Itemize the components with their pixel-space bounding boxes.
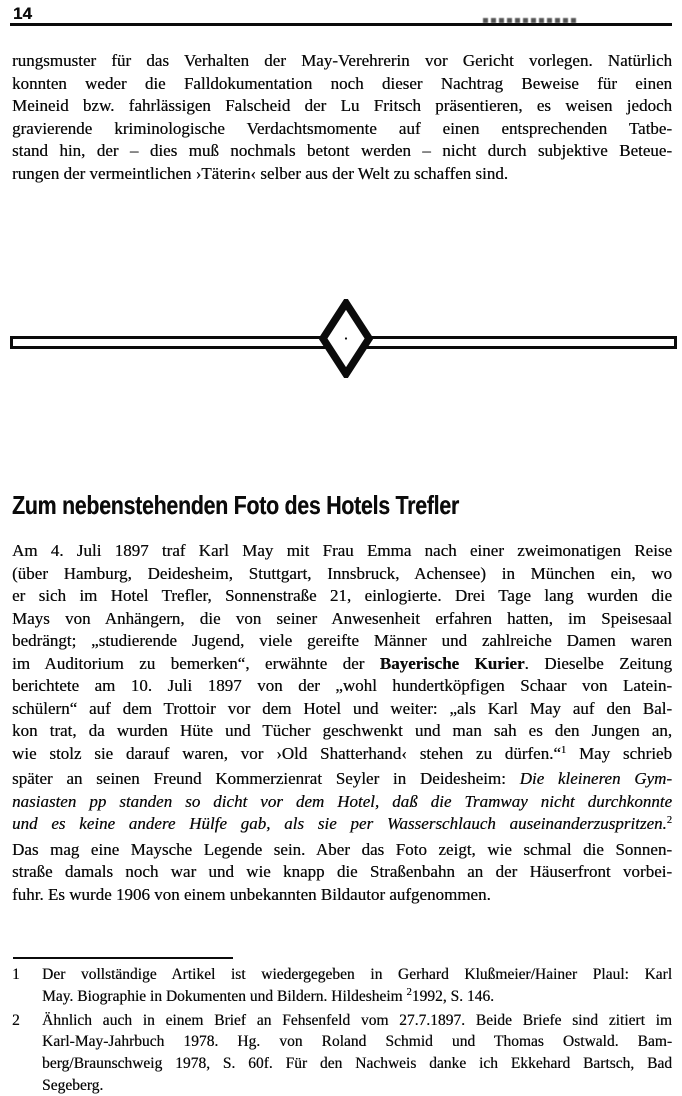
text-segment: berichtete am 10. Juli 1897 von der „wohl hundertköpfigen Schaar von Latein-: [12, 676, 672, 695]
text-segment: Das mag eine Maysche Legende sein. Aber das Foto zeigt, wie schmal die Sonnen-: [12, 839, 672, 859]
text-segment: bedrängt; „studierende Jugend, viele gereifte Männer und zahlreiche Damen waren: [12, 631, 672, 650]
text-segment: wie stolz sie darauf waren, vor ›Old Shatterhand‹ stehen zu dürfen.“: [12, 743, 561, 763]
text-line: [42, 1053, 672, 1075]
text-line: [12, 163, 672, 186]
footnote-reference: 2: [406, 986, 412, 998]
text-line: [12, 884, 672, 907]
text-line: [12, 861, 672, 884]
text-segment: im Auditorium zu bemerken“, erwähnte der: [12, 653, 380, 673]
text-segment: straße damals noch war und wie knapp die Straßenbahn an der Häuserfront vorbei-: [12, 862, 672, 881]
text-line: [42, 964, 672, 986]
text-segment: fuhr. Es wurde 1906 von einem unbekannten Bildautor aufgenommen.: [12, 884, 491, 904]
text-segment: Karl-May-Jahrbuch 1978. Hg. von Roland Schmid und Thomas Ostwald. Bam-: [42, 1033, 672, 1051]
footnote-text: [42, 1010, 672, 1096]
text-segment: kon trat, da wurden Hüte und Tücher geschwenkt und man sah es den Jungen an,: [12, 721, 672, 740]
text-segment: nasiasten pp standen so dicht vor dem Hotel, daß die Tramway nicht durchkonnte: [12, 791, 672, 811]
text-segment: berg/Braunschweig 1978, S. 60f. Für den Nachweis danke ich Ekkehard Bartsch, Bad: [42, 1055, 672, 1073]
text-line: [42, 986, 672, 1010]
section-heading: Zum nebenstehenden Foto des Hotels Trefler: [12, 490, 459, 520]
text-line: [12, 791, 672, 814]
text-line: [42, 1075, 672, 1096]
text-segment: konnten weder die Falldokumentation noch dieser Nachtrag Beweise für einen: [12, 73, 672, 93]
footnote-item: [12, 1010, 672, 1096]
footnote-marker: 1: [12, 966, 20, 983]
text-segment: später an seinen Freund Kommerzienrat Seyler in Deidesheim:: [12, 769, 520, 788]
text-line: [12, 743, 672, 769]
text-line: [12, 118, 672, 141]
page-number: 14: [13, 4, 32, 23]
text-segment: Ähnlich auch in einem Brief an Fehsenfeld vom 27.7.1897. Beide Briefe sind zitiert im: [42, 1011, 672, 1029]
paragraph-continuation: [12, 50, 672, 185]
footnote-item: [12, 964, 672, 1010]
footnote-text: [42, 964, 672, 1010]
text-line: [12, 768, 672, 791]
text-line: [12, 839, 672, 862]
text-line: [12, 698, 672, 721]
text-segment: und es keine andere Hülfe gab, als sie per Wasserschlauch auseinanderzuspritzen.: [12, 814, 667, 833]
text-line: [12, 653, 672, 676]
text-segment: Bayerische Kurier: [379, 653, 525, 673]
text-segment: Der vollständige Artikel ist wiedergegeben in Gerhard Klußmeier/Hainer Plaul: Karl: [42, 966, 672, 983]
footnote-separator-rule: [13, 957, 233, 959]
text-line: [12, 563, 672, 586]
footnotes-section: [12, 964, 672, 1096]
text-segment: schülern“ auf dem Trottoir vor dem Hotel und weiter: „als Karl May auf den Bal-: [12, 698, 672, 718]
text-segment: Mays von Anhängern, die von seiner Anwesenheit erfahren hatten, im Speisesaal: [12, 608, 672, 628]
text-line: [12, 585, 672, 608]
text-line: [12, 675, 672, 698]
text-line: [12, 630, 672, 653]
text-segment: (über Hamburg, Deidesheim, Stuttgart, Innsbruck, Achensee) in München ein, wo: [12, 563, 672, 583]
text-segment: 1992, S. 146.: [411, 987, 494, 1005]
text-segment: er sich im Hotel Trefler, Sonnenstraße 21, einlogierte. Drei Tage lang wurden die: [12, 586, 672, 605]
footnote-reference: 2: [666, 815, 672, 826]
text-segment: gravierende kriminologische Verdachtsmomente auf einen entsprechenden Tatbe-: [12, 118, 672, 138]
text-segment: Die kleineren Gym-: [519, 769, 672, 788]
text-segment: rungsmuster für das Verhalten der May-Verehrerin vor Gericht vorlegen. Natürlich: [12, 51, 672, 70]
text-line: [12, 73, 672, 96]
text-segment: May schrieb: [566, 743, 672, 763]
text-line: [12, 813, 672, 839]
section-paragraph: [12, 540, 672, 906]
text-line: [12, 540, 672, 563]
text-line: [42, 1010, 672, 1032]
text-segment: stand hin, der – dies muß nochmals betont werden – nicht durch subjektive Beteue-: [12, 141, 672, 160]
text-line: [12, 720, 672, 743]
text-segment: . Dieselbe Zeitung: [524, 653, 672, 673]
text-segment: rungen der vermeintlichen ›Täterin‹ selber aus der Welt zu schaffen sind.: [12, 163, 509, 183]
text-segment: Segeberg.: [42, 1076, 104, 1094]
footnote-reference: 1: [560, 744, 567, 756]
text-line: [12, 50, 672, 73]
footnote-marker: 2: [12, 1011, 20, 1029]
text-line: [42, 1031, 672, 1053]
print-smudge: [483, 18, 579, 23]
text-line: [12, 608, 672, 631]
text-line: [12, 140, 672, 163]
text-segment: May. Biographie in Dokumenten und Bildern. Hildesheim: [42, 987, 407, 1005]
text-segment: Am 4. Juli 1897 traf Karl May mit Frau Emma nach einer zweimonatigen Reise: [12, 541, 672, 560]
text-line: [12, 95, 672, 118]
diamond-icon: [319, 299, 373, 378]
text-segment: Meineid bzw. fahrlässigen Falscheid der Lu Fritsch präsentieren, es weisen jedoch: [12, 96, 672, 115]
header-rule: [10, 23, 672, 26]
